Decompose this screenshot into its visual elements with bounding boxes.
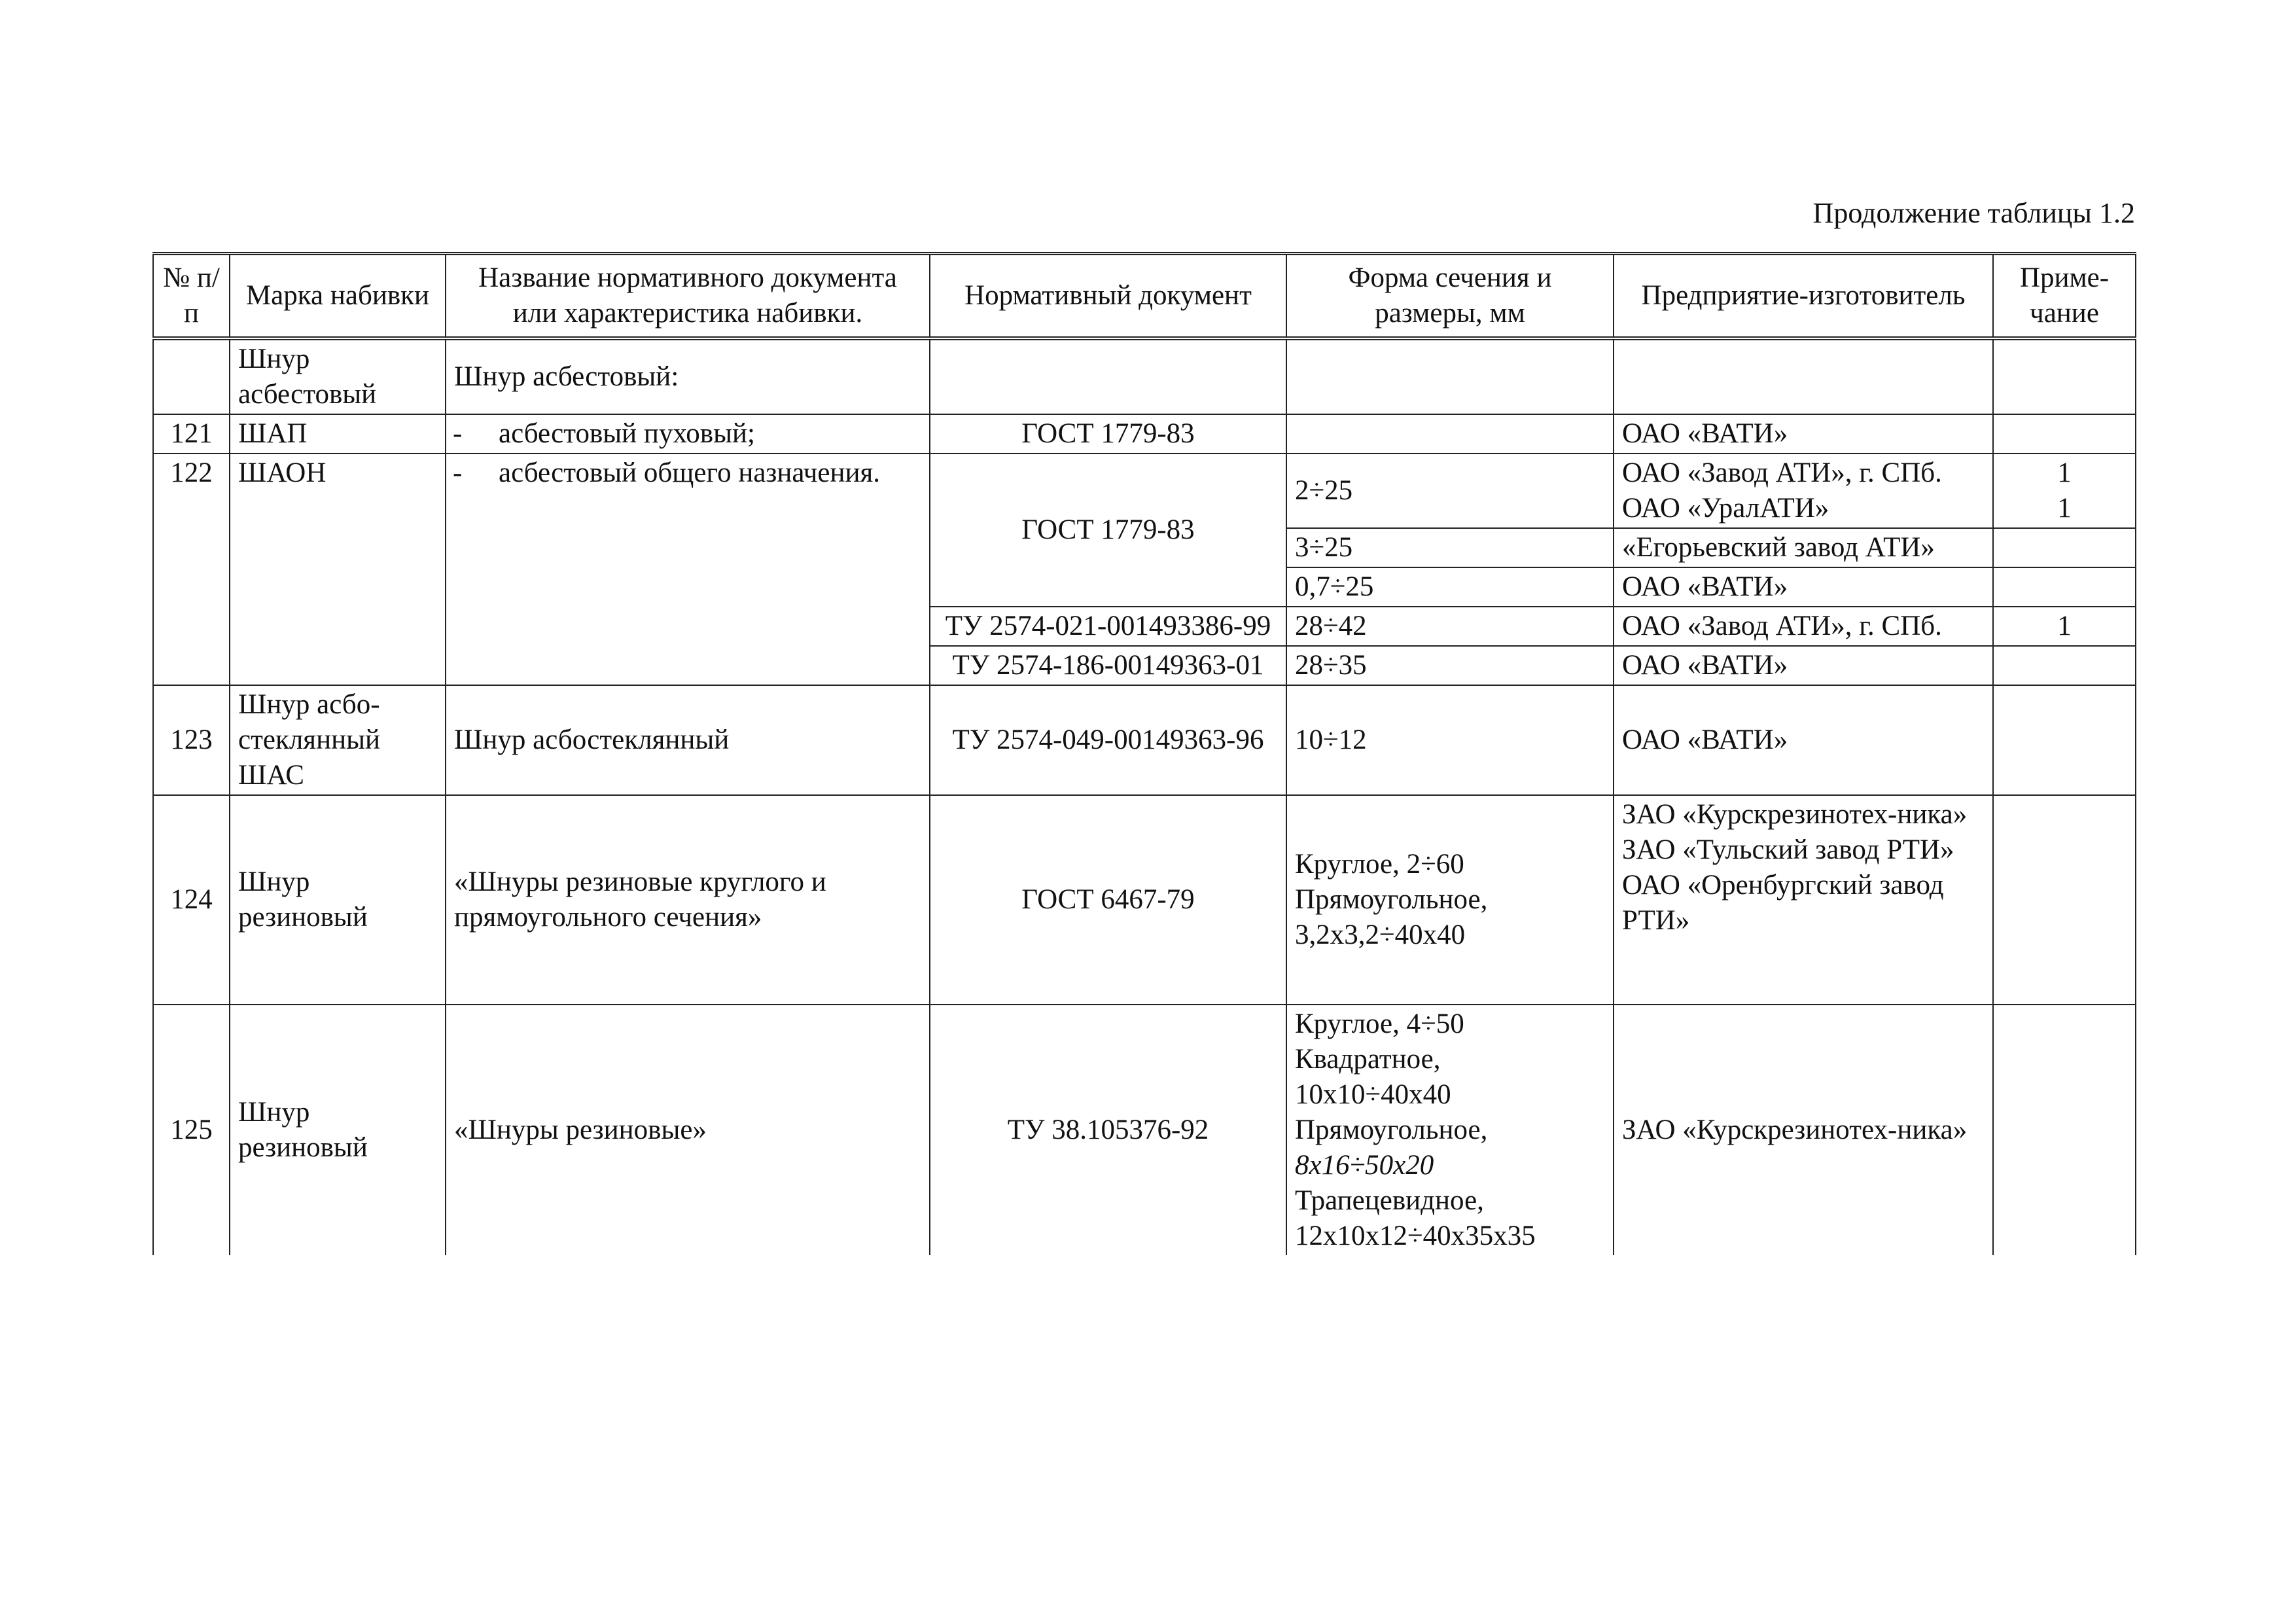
packing-table — [152, 252, 2136, 1255]
row-maker: ЗАО «Курскрезинотех-ника» — [1614, 1005, 1993, 1255]
row-form: 28÷42 — [1286, 607, 1614, 646]
table-row-group — [153, 338, 2136, 414]
header-name: Название нормативного документа или характеристика набивки. — [446, 254, 930, 339]
row-name: - асбестовый пуховый; — [446, 414, 930, 454]
row-maker: ОАО «ВАТИ» — [1614, 646, 1993, 685]
table-caption: Продолжение таблицы 1.2 — [1812, 197, 2135, 229]
row-maker: ЗАО «Курскрезинотех-ника» ЗАО «Тульский завод РТИ» ОАО «Оренбургский завод РТИ» — [1614, 795, 1993, 1005]
row-maker: ОАО «Завод АТИ», г. СПб. — [1614, 607, 1993, 646]
table-row — [153, 414, 2136, 454]
row-num: 121 — [153, 414, 230, 454]
row-maker: ОАО «Завод АТИ», г. СПб. ОАО «УралАТИ» — [1614, 454, 1993, 528]
header-mark: Марка набивки — [230, 254, 446, 339]
row-doc: ГОСТ 6467-79 — [930, 795, 1286, 1005]
row-form: Круглое, 2÷60 Прямоугольное, 3,2х3,2÷40х40 — [1286, 795, 1614, 1005]
row-num: 125 — [153, 1005, 230, 1255]
row-num: 124 — [153, 795, 230, 1005]
row-form: 3÷25 — [1286, 528, 1614, 567]
row-maker: ОАО «ВАТИ» — [1614, 567, 1993, 607]
header-note: Приме-чание — [1993, 254, 2136, 339]
row-form: 28÷35 — [1286, 646, 1614, 685]
row-mark: Шнур резиновый — [230, 795, 446, 1005]
row-note: 1 1 — [1993, 454, 2136, 528]
row-doc: ТУ 2574-021-001493386-99 — [930, 607, 1286, 646]
row-form: 2÷25 — [1286, 454, 1614, 528]
row-doc: ТУ 38.105376-92 — [930, 1005, 1286, 1255]
group-mark: Шнур асбестовый — [230, 338, 446, 414]
row-doc: ТУ 2574-049-00149363-96 — [930, 685, 1286, 795]
row-form: 10÷12 — [1286, 685, 1614, 795]
table-row — [153, 1005, 2136, 1255]
list-dash: - — [453, 418, 463, 449]
row-doc: ГОСТ 1779-83 — [930, 454, 1286, 607]
row-name: Шнур асбостеклянный — [446, 685, 930, 795]
row-name: «Шнуры резиновые» — [446, 1005, 930, 1255]
row-mark: Шнур асбо-стеклянный ШАС — [230, 685, 446, 795]
row-mark: Шнур резиновый — [230, 1005, 446, 1255]
row-doc: ТУ 2574-186-00149363-01 — [930, 646, 1286, 685]
list-dash: - — [453, 457, 463, 488]
header-doc: Нормативный документ — [930, 254, 1286, 339]
row-num: 122 — [153, 454, 230, 685]
header-maker: Предприятие-изготовитель — [1614, 254, 1993, 339]
row-maker: «Егорьевский завод АТИ» — [1614, 528, 1993, 567]
row-mark: ШАП — [230, 414, 446, 454]
table-row — [153, 795, 2136, 1005]
header-row — [153, 254, 2136, 339]
row-form: Круглое, 4÷50 Квадратное, 10х10÷40х40 Прямоугольное, 8х16÷50х20 Трапецевидное, 12х10х12÷40х35х35 — [1286, 1005, 1614, 1255]
group-name: Шнур асбестовый: — [446, 338, 930, 414]
row-maker: ОАО «ВАТИ» — [1614, 685, 1993, 795]
header-form: Форма сечения и размеры, мм — [1286, 254, 1614, 339]
header-num: № п/п — [153, 254, 230, 339]
row-doc: ГОСТ 1779-83 — [930, 414, 1286, 454]
row-note: 1 — [1993, 607, 2136, 646]
row-num: 123 — [153, 685, 230, 795]
row-maker: ОАО «ВАТИ» — [1614, 414, 1993, 454]
table-row — [153, 685, 2136, 795]
row-name: - асбестовый общего назначения. — [446, 454, 930, 685]
row-form: 0,7÷25 — [1286, 567, 1614, 607]
table-row — [153, 454, 2136, 528]
row-name: «Шнуры резиновые круглого и прямоугольного сечения» — [446, 795, 930, 1005]
row-mark: ШАОН — [230, 454, 446, 685]
